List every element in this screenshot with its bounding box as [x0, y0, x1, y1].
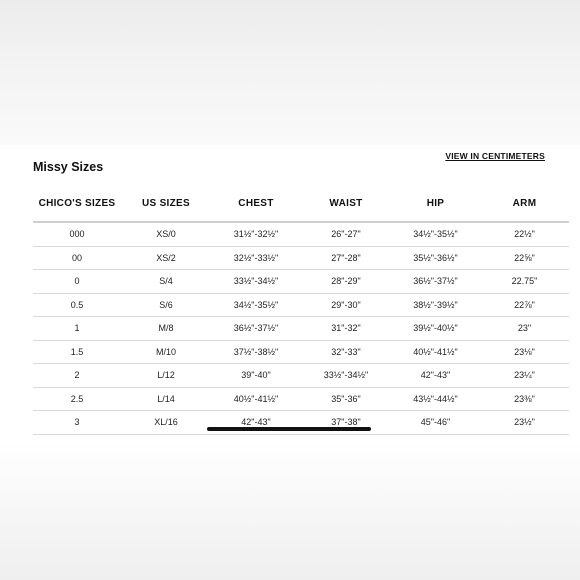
cell-us-size: XS/2: [121, 246, 211, 270]
column-header-waist: WAIST: [301, 185, 391, 222]
cell-chicos-size: 000: [33, 222, 121, 246]
cell-waist: 31"-32": [301, 317, 391, 341]
cell-chicos-size: 00: [33, 246, 121, 270]
table-row: [33, 222, 569, 246]
cell-arm: 23⅜": [480, 387, 569, 411]
cell-hip: 35½"-36½": [391, 246, 480, 270]
table-row: [33, 364, 569, 388]
cell-chest: 42"-43": [211, 411, 301, 435]
cell-waist: 37"-38": [301, 411, 391, 435]
column-header-chest: CHEST: [211, 185, 301, 222]
cell-chicos-size: 0: [33, 270, 121, 294]
table-header-row: [33, 185, 569, 222]
view-in-centimeters-link[interactable]: VIEW IN CENTIMETERS: [445, 151, 545, 161]
cell-hip: 34½"-35½": [391, 222, 480, 246]
size-chart-table: [33, 185, 569, 435]
table-row: [33, 340, 569, 364]
cell-us-size: XL/16: [121, 411, 211, 435]
column-header-arm: ARM: [480, 185, 569, 222]
cell-chest: 39"-40": [211, 364, 301, 388]
top-background-band: [0, 0, 580, 145]
column-header-chicos-sizes: CHICO'S SIZES: [33, 185, 121, 222]
cell-hip: 36½"-37½": [391, 270, 480, 294]
cell-hip: 39½"-40½": [391, 317, 480, 341]
cell-waist: 27"-28": [301, 246, 391, 270]
cell-arm: 22½": [480, 222, 569, 246]
cell-hip: 45"-46": [391, 411, 480, 435]
cell-waist: 35"-36": [301, 387, 391, 411]
cell-chest: 31½"-32½": [211, 222, 301, 246]
cell-chest: 36½"-37½": [211, 317, 301, 341]
cell-chest: 32½"-33½": [211, 246, 301, 270]
cell-waist: 33½"-34½": [301, 364, 391, 388]
cell-arm: 23": [480, 317, 569, 341]
cell-waist: 32"-33": [301, 340, 391, 364]
cell-us-size: S/4: [121, 270, 211, 294]
cell-chest: 40½"-41½": [211, 387, 301, 411]
column-header-us-sizes: US SIZES: [121, 185, 211, 222]
cell-arm: 23⅛": [480, 340, 569, 364]
highlight-underline-mark: [207, 427, 371, 431]
cell-arm: 23¼": [480, 364, 569, 388]
cell-us-size: M/10: [121, 340, 211, 364]
cell-us-size: L/14: [121, 387, 211, 411]
table-row: [33, 246, 569, 270]
cell-chicos-size: 2.5: [33, 387, 121, 411]
cell-chest: 34½"-35½": [211, 293, 301, 317]
cell-waist: 29"-30": [301, 293, 391, 317]
cell-chicos-size: 3: [33, 411, 121, 435]
column-header-hip: HIP: [391, 185, 480, 222]
cell-arm: 22⅝": [480, 246, 569, 270]
cell-hip: 42"-43": [391, 364, 480, 388]
table-row: [33, 387, 569, 411]
page-title: Missy Sizes: [33, 160, 104, 174]
cell-chicos-size: 2: [33, 364, 121, 388]
cell-waist: 28"-29": [301, 270, 391, 294]
cell-chest: 37½"-38½": [211, 340, 301, 364]
cell-us-size: M/8: [121, 317, 211, 341]
table-row: [33, 270, 569, 294]
table-row: [33, 317, 569, 341]
cell-chicos-size: 1.5: [33, 340, 121, 364]
bottom-background-band: [0, 440, 580, 580]
cell-us-size: XS/0: [121, 222, 211, 246]
cell-chicos-size: 1: [33, 317, 121, 341]
cell-chest: 33½"-34½": [211, 270, 301, 294]
cell-chicos-size: 0.5: [33, 293, 121, 317]
cell-waist: 26"-27": [301, 222, 391, 246]
cell-hip: 38½"-39½": [391, 293, 480, 317]
cell-hip: 43½"-44½": [391, 387, 480, 411]
cell-hip: 40½"-41½": [391, 340, 480, 364]
table-row: [33, 293, 569, 317]
cell-arm: 22.75": [480, 270, 569, 294]
cell-arm: 22⅞": [480, 293, 569, 317]
cell-arm: 23½": [480, 411, 569, 435]
cell-us-size: S/6: [121, 293, 211, 317]
cell-us-size: L/12: [121, 364, 211, 388]
